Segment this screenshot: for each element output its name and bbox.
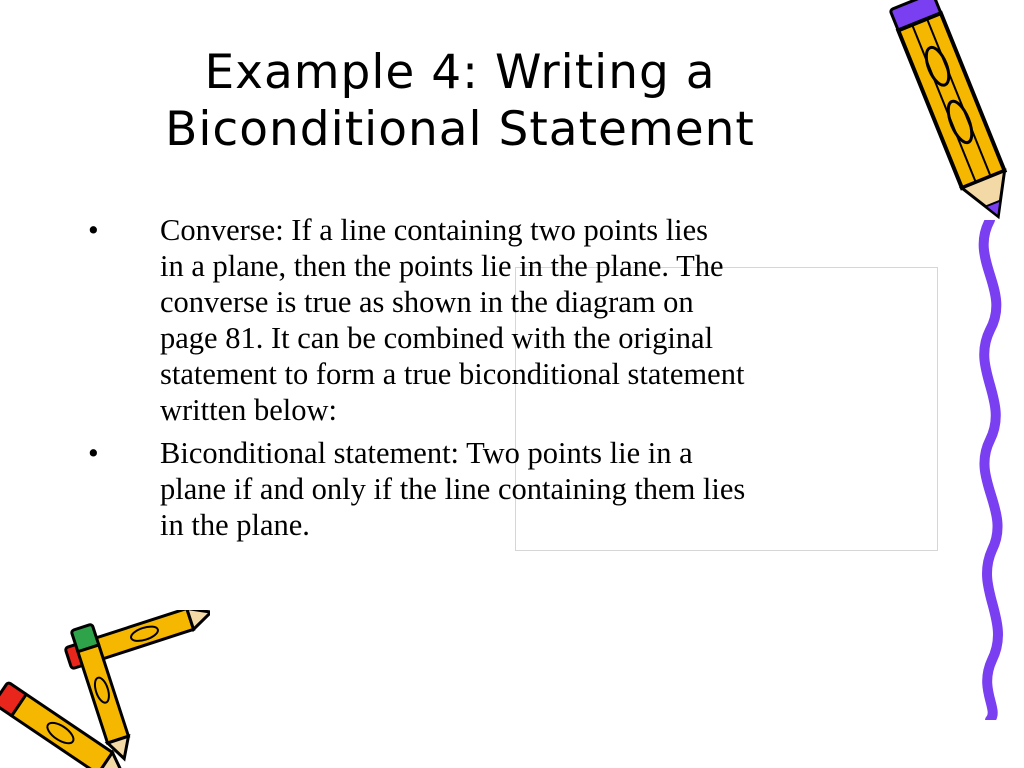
bullet-marker: • — [88, 436, 99, 470]
bullet-item-biconditional — [84, 435, 934, 543]
title-line-2: Biconditional Statement — [165, 102, 755, 157]
squiggle-icon — [960, 220, 1024, 720]
bullet-item-converse — [84, 212, 934, 428]
pencil-icon — [850, 0, 1010, 245]
title-line-1: Example 4: Writing a — [204, 45, 716, 100]
pencil-icon — [0, 620, 160, 768]
slide-title — [60, 44, 860, 158]
bullet-marker: • — [88, 213, 99, 247]
bullet-text: Biconditional statement: Two points lie in a plane if and only if the line containing them lies in the plane. — [160, 436, 746, 542]
bullet-text: Converse: If a line containing two points lies in a plane, then the points lie in the plane. The converse is true as shown in the diagram on page 81. It can be combined with the original statement to form a true biconditional statement written below: — [160, 213, 745, 427]
bullet-list — [84, 212, 934, 550]
